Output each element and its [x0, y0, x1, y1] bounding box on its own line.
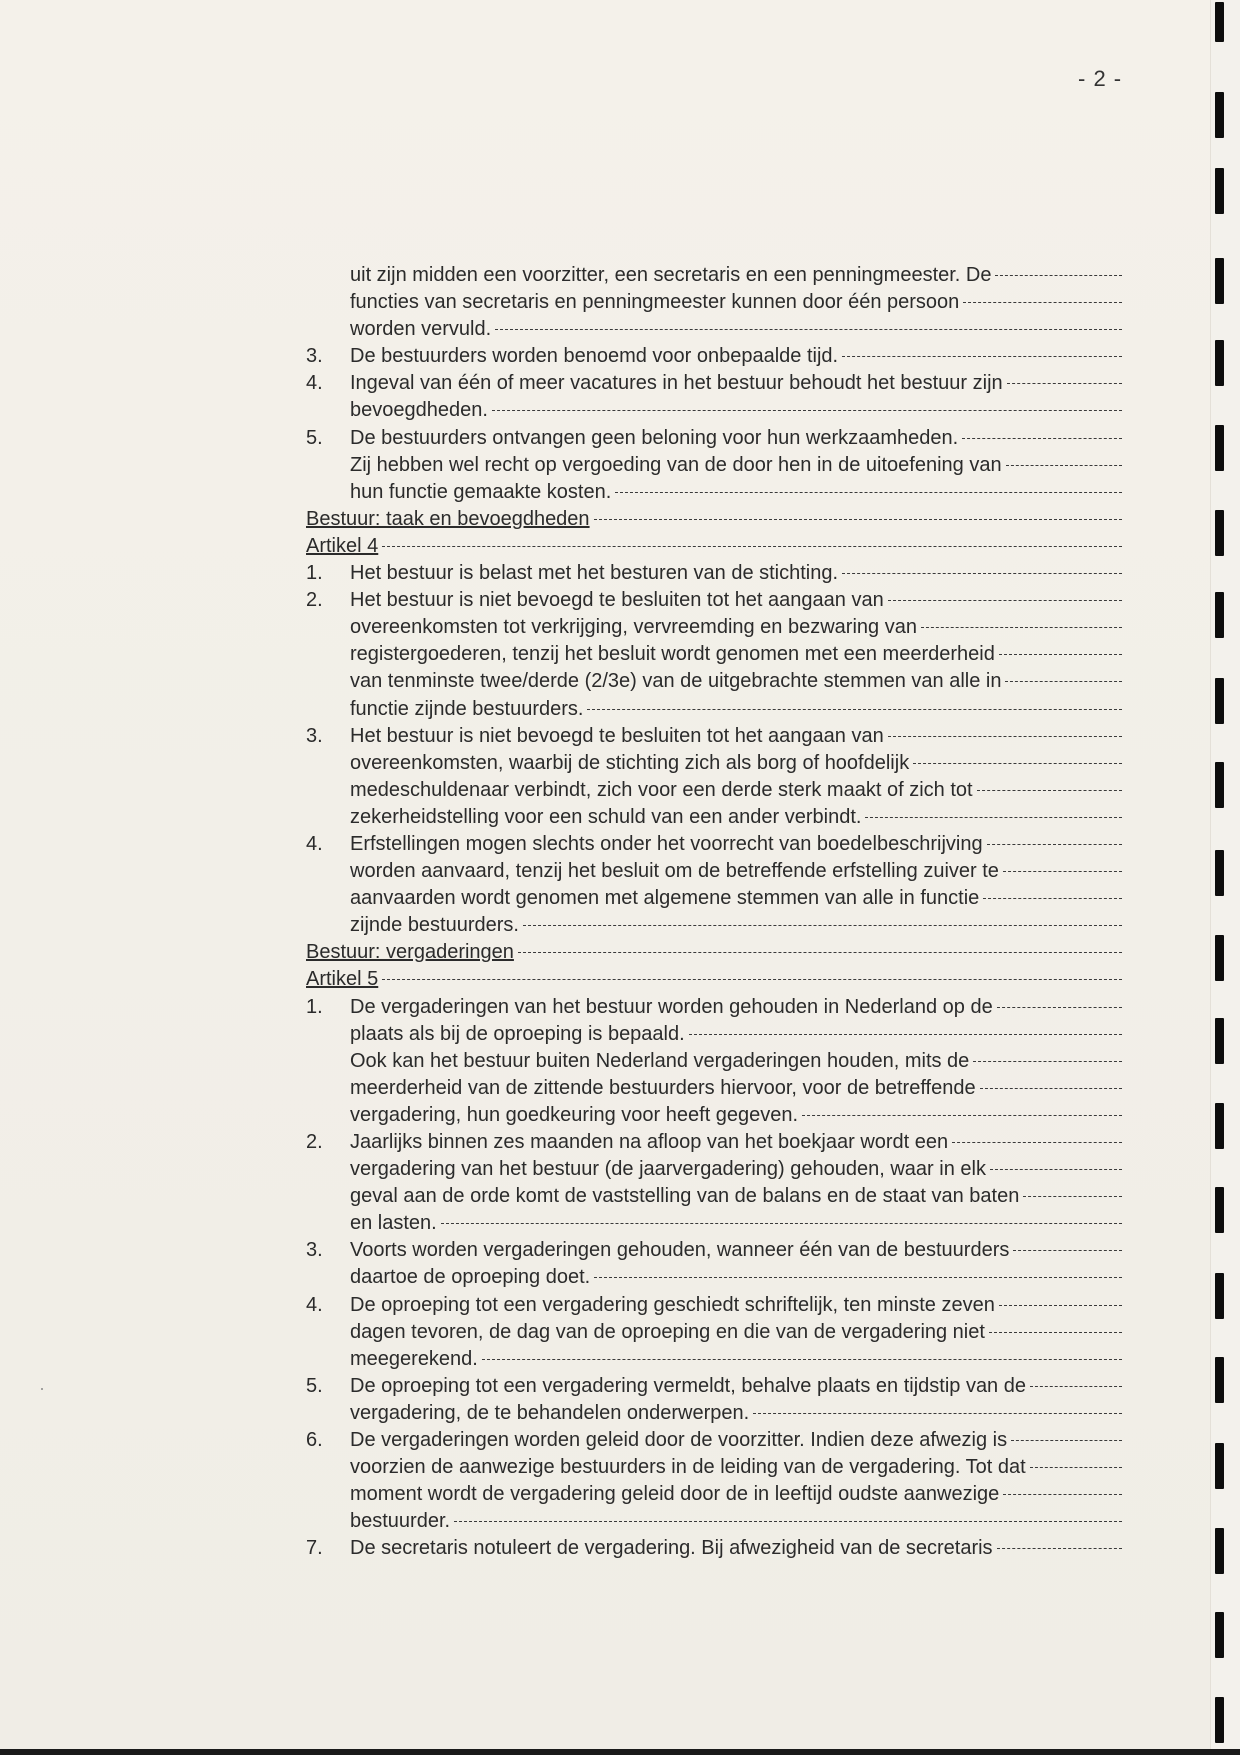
text-line — [306, 1264, 1122, 1291]
text-line — [306, 479, 1122, 506]
text-line — [306, 614, 1122, 641]
text-line — [306, 316, 1122, 343]
filler-dashes — [523, 925, 1122, 926]
binding-hole — [1215, 1612, 1224, 1658]
filler-dashes — [999, 654, 1122, 655]
filler-dashes — [454, 1521, 1122, 1522]
line-text: De bestuurders worden benoemd voor onbepaalde tijd. — [350, 345, 839, 368]
text-line — [306, 1183, 1122, 1210]
line-text: Ook kan het bestuur buiten Nederland vergaderingen houden, mits de — [350, 1049, 970, 1072]
binding-hole — [1215, 592, 1224, 638]
text-line — [306, 1373, 1122, 1400]
filler-dashes — [1005, 681, 1122, 682]
binding-hole — [1215, 510, 1224, 556]
filler-dashes — [1030, 1386, 1122, 1387]
item-number: 7. — [306, 1537, 323, 1560]
line-text: Bestuur: taak en bevoegdheden — [306, 507, 590, 530]
text-line — [306, 262, 1122, 289]
filler-dashes — [963, 302, 1122, 303]
text-line — [306, 723, 1122, 750]
line-text: overeenkomsten, waarbij de stichting zich als borg of hoofdelijk — [350, 751, 910, 774]
binding-hole — [1215, 258, 1224, 304]
line-text: registergoederen, tenzij het besluit wordt genomen met een meerderheid — [350, 643, 995, 666]
line-text: meerderheid van de zittende bestuurders hiervoor, voor de betreffende — [350, 1076, 976, 1099]
line-text: daartoe de oproeping doet. — [350, 1266, 591, 1289]
scan-edge — [0, 1749, 1240, 1755]
text-line — [306, 1156, 1122, 1183]
line-text: vergadering van het bestuur (de jaarvergadering) gehouden, waar in elk — [350, 1158, 986, 1181]
line-text: Het bestuur is niet bevoegd te besluiten tot het aangaan van — [350, 724, 884, 747]
item-number: 6. — [306, 1429, 323, 1452]
line-text: Artikel 5 — [306, 968, 379, 991]
filler-dashes — [973, 1061, 1122, 1062]
line-text: Het bestuur is niet bevoegd te besluiten tot het aangaan van — [350, 589, 884, 612]
line-text: vergadering, de te behandelen onderwerpen. — [350, 1401, 750, 1424]
filler-dashes — [594, 519, 1122, 520]
binding-hole — [1215, 425, 1224, 471]
item-number: 3. — [306, 1239, 323, 1262]
binding-hole — [1215, 168, 1224, 214]
text-line — [306, 587, 1122, 614]
line-text: hun functie gemaakte kosten. — [350, 480, 612, 503]
line-text: De vergaderingen van het bestuur worden gehouden in Nederland op de — [350, 995, 993, 1018]
filler-dashes — [921, 627, 1122, 628]
section-heading — [306, 939, 1122, 966]
filler-dashes — [997, 1007, 1122, 1008]
filler-dashes — [615, 492, 1122, 493]
filler-dashes — [492, 410, 1122, 411]
line-text: Zij hebben wel recht op vergoeding van de door hen in de uitoefening van — [350, 453, 1002, 476]
filler-dashes — [1030, 1467, 1122, 1468]
filler-dashes — [1006, 465, 1122, 466]
text-line — [306, 1129, 1122, 1156]
line-text: Ingeval van één of meer vacatures in het bestuur behoudt het bestuur zijn — [350, 372, 1003, 395]
item-number: 1. — [306, 562, 323, 585]
binding-hole — [1215, 92, 1224, 138]
filler-dashes — [802, 1115, 1122, 1116]
line-text: uit zijn midden een voorzitter, een secretaris en een penningmeester. De — [350, 264, 992, 286]
filler-dashes — [997, 1548, 1122, 1549]
text-line — [306, 804, 1122, 831]
filler-dashes — [842, 356, 1122, 357]
item-number: 5. — [306, 1374, 323, 1397]
line-text: geval aan de orde komt de vaststelling van de balans en de staat van baten — [350, 1185, 1020, 1208]
filler-dashes — [1003, 1494, 1122, 1495]
item-number: 1. — [306, 995, 323, 1018]
text-line — [306, 1427, 1122, 1454]
text-line — [306, 289, 1122, 316]
binding-hole — [1215, 1528, 1224, 1574]
text-line — [306, 1346, 1122, 1373]
text-line — [306, 1292, 1122, 1319]
line-text: zekerheidstelling voor een schuld van een ander verbindt. — [350, 805, 862, 828]
text-line — [306, 397, 1122, 424]
text-line — [306, 994, 1122, 1021]
filler-dashes — [865, 817, 1122, 818]
line-text: Erfstellingen mogen slechts onder het voorrecht van boedelbeschrijving — [350, 832, 983, 855]
filler-dashes — [980, 1088, 1122, 1089]
filler-dashes — [888, 600, 1122, 601]
binding-hole — [1215, 1697, 1224, 1743]
text-line — [306, 1481, 1122, 1508]
filler-dashes — [482, 1359, 1122, 1360]
filler-dashes — [962, 438, 1122, 439]
section-heading — [306, 966, 1122, 993]
binding-hole — [1215, 1273, 1224, 1319]
line-text: moment wordt de vergadering geleid door de in leeftijd oudste aanwezige — [350, 1483, 1000, 1506]
filler-dashes — [587, 709, 1122, 710]
line-text: Artikel 4 — [306, 534, 379, 557]
text-line — [306, 1048, 1122, 1075]
document-body — [306, 262, 1122, 1563]
line-text: Voorts worden vergaderingen gehouden, wanneer één van de bestuurders — [350, 1239, 1010, 1262]
line-text: De oproeping tot een vergadering geschiedt schriftelijk, ten minste zeven — [350, 1293, 995, 1316]
page-number: - 2 - — [1078, 66, 1123, 91]
line-text: dagen tevoren, de dag van de oproeping en die van de vergadering niet — [350, 1320, 985, 1343]
text-line — [306, 343, 1122, 370]
binding-hole — [1215, 935, 1224, 981]
line-text: zijnde bestuurders. — [350, 914, 519, 937]
filler-dashes — [983, 898, 1122, 899]
binding-hole — [1215, 340, 1224, 386]
filler-dashes — [441, 1223, 1122, 1224]
binding-hole — [1215, 850, 1224, 896]
line-text: functie zijnde bestuurders. — [350, 697, 584, 720]
filler-dashes — [495, 329, 1122, 330]
text-line — [306, 750, 1122, 777]
filler-dashes — [989, 1332, 1122, 1333]
line-text: aanvaarden wordt genomen met algemene stemmen van alle in functie — [350, 887, 980, 910]
binding-hole — [1215, 1103, 1224, 1149]
text-line — [306, 831, 1122, 858]
filler-dashes — [842, 573, 1122, 574]
text-line — [306, 425, 1122, 452]
text-line — [306, 1535, 1122, 1562]
filler-dashes — [689, 1034, 1122, 1035]
text-line — [306, 641, 1122, 668]
text-line — [306, 1400, 1122, 1427]
binding-hole — [1215, 1018, 1224, 1064]
line-text: bestuurder. — [350, 1510, 451, 1533]
text-line — [306, 1210, 1122, 1237]
line-text: Bestuur: vergaderingen — [306, 941, 514, 964]
section-heading — [306, 533, 1122, 560]
filler-dashes — [1013, 1250, 1122, 1251]
text-line — [306, 668, 1122, 695]
text-line — [306, 1102, 1122, 1129]
filler-dashes — [1007, 383, 1122, 384]
scan-speck — [41, 1388, 43, 1390]
filler-dashes — [888, 736, 1122, 737]
line-text: De bestuurders ontvangen geen beloning voor hun werkzaamheden. — [350, 426, 959, 449]
line-text: plaats als bij de oproeping is bepaald. — [350, 1022, 685, 1045]
line-text: en lasten. — [350, 1212, 437, 1235]
line-text: functies van secretaris en penningmeester kunnen door één persoon — [350, 291, 960, 314]
text-line — [306, 912, 1122, 939]
line-text: worden vervuld. — [350, 318, 492, 341]
line-text: voorzien de aanwezige bestuurders in de leiding van de vergadering. Tot dat — [350, 1456, 1026, 1479]
text-line — [306, 696, 1122, 723]
filler-dashes — [977, 790, 1122, 791]
binding-hole — [1215, 762, 1224, 808]
binding-hole — [1215, 1357, 1224, 1403]
line-text: van tenminste twee/derde (2/3e) van de uitgebrachte stemmen van alle in — [350, 670, 1002, 693]
filler-dashes — [987, 844, 1122, 845]
filler-dashes — [999, 1305, 1122, 1306]
text-line — [306, 1075, 1122, 1102]
item-number: 4. — [306, 832, 323, 855]
text-line — [306, 858, 1122, 885]
line-text: Jaarlijks binnen zes maanden na afloop van het boekjaar wordt een — [350, 1131, 949, 1153]
text-line — [306, 1508, 1122, 1535]
text-line — [306, 1021, 1122, 1048]
text-line — [306, 1319, 1122, 1346]
text-line — [306, 560, 1122, 587]
line-text: De oproeping tot een vergadering vermeldt, behalve plaats en tijdstip van de — [350, 1374, 1026, 1397]
line-text: vergadering, hun goedkeuring voor heeft gegeven. — [350, 1103, 799, 1126]
filler-dashes — [952, 1142, 1122, 1143]
text-line — [306, 452, 1122, 479]
line-text: meegerekend. — [350, 1347, 478, 1370]
binding-hole — [1215, 2, 1224, 42]
line-text: bevoegdheden. — [350, 399, 488, 422]
filler-dashes — [382, 979, 1122, 980]
line-text: De secretaris notuleert de vergadering. Bij afwezigheid van de secretaris — [350, 1537, 993, 1560]
text-line — [306, 885, 1122, 912]
line-text: Het bestuur is belast met het besturen van de stichting. — [350, 562, 839, 585]
filler-dashes — [1023, 1196, 1122, 1197]
section-heading — [306, 506, 1122, 533]
item-number: 2. — [306, 1131, 323, 1153]
filler-dashes — [594, 1277, 1122, 1278]
text-line — [306, 1454, 1122, 1481]
binding-hole — [1215, 1443, 1224, 1489]
line-text: worden aanvaard, tenzij het besluit om de betreffende erfstelling zuiver te — [350, 860, 999, 883]
filler-dashes — [913, 763, 1122, 764]
text-line — [306, 370, 1122, 397]
text-line — [306, 777, 1122, 804]
item-number: 2. — [306, 589, 323, 612]
line-text: De vergaderingen worden geleid door de voorzitter. Indien deze afwezig is — [350, 1429, 1008, 1452]
filler-dashes — [990, 1169, 1122, 1170]
item-number: 4. — [306, 372, 323, 395]
item-number: 4. — [306, 1293, 323, 1316]
filler-dashes — [1011, 1440, 1122, 1441]
line-text: medeschuldenaar verbindt, zich voor een derde sterk maakt of zich tot — [350, 778, 973, 801]
item-number: 3. — [306, 345, 323, 368]
filler-dashes — [1003, 871, 1122, 872]
filler-dashes — [753, 1413, 1122, 1414]
filler-dashes — [382, 546, 1122, 547]
filler-dashes — [518, 952, 1122, 953]
binding-hole — [1215, 678, 1224, 724]
binding-hole — [1215, 1187, 1224, 1233]
text-line — [306, 1237, 1122, 1264]
line-text: overeenkomsten tot verkrijging, vervreemding en bezwaring van — [350, 616, 917, 639]
item-number: 3. — [306, 724, 323, 747]
item-number: 5. — [306, 426, 323, 449]
filler-dashes — [995, 275, 1122, 276]
